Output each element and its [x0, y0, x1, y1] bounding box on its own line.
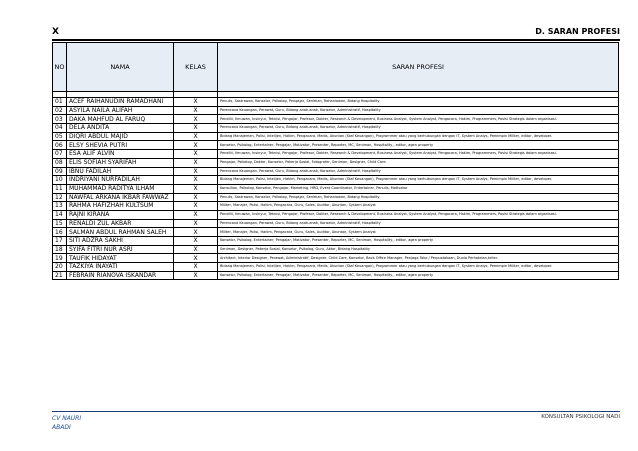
- cell-saran: Penulis, Sastrawan, Konselor, Psikolog, Pengajar, Seniman, Rohaniawan, Bidang Hospitality: [218, 193, 619, 202]
- table-row: [53, 167, 619, 176]
- cell-kelas: X: [174, 202, 218, 211]
- cell-saran: Pengajar, Psikolog, Dokter, Konselor, Pekerja Sosial, Fotografer, Seniman, Designer, Child Care.: [218, 158, 619, 167]
- cell-no: 08: [53, 158, 67, 167]
- cell-kelas: X: [174, 254, 218, 263]
- table-row: [53, 176, 619, 185]
- table-row: [53, 124, 619, 133]
- table-row: [53, 219, 619, 228]
- cell-nama: TAZKIYA INAYATI: [67, 263, 174, 272]
- cell-nama: RAHMA HAFIZHAH KULTSUM: [67, 202, 174, 211]
- column-header-saran: SARAN PROFESI: [218, 43, 619, 92]
- cell-no: 15: [53, 219, 67, 228]
- cell-kelas: X: [174, 245, 218, 254]
- cell-saran: Militer, Manajer, Polisi, Hakim, Pengacara, Guru, Sales, Auditor, Akuntan, System Analyst: [218, 202, 619, 211]
- cell-nama: MUHAMMAD RADITYA ILHAM: [67, 184, 174, 193]
- saran-profesi-table: [52, 42, 619, 280]
- footer-divider: [52, 411, 620, 412]
- cell-no: 11: [53, 184, 67, 193]
- cell-kelas: X: [174, 124, 218, 133]
- cell-no: 20: [53, 263, 67, 272]
- cell-nama: ESA ALIF ALVIN: [67, 150, 174, 159]
- class-label: X: [52, 27, 59, 37]
- cell-no: 17: [53, 237, 67, 246]
- cell-saran: Bidang Manajemen, Polisi, Intelijen, Hakim, Pengacara, Medis, Akuntan (Staf Keuangan), Programmer atau yang berhubungan dengan IT, System Analys, Pemimpin Militer, editor, developer.: [218, 176, 619, 185]
- cell-kelas: X: [174, 106, 218, 115]
- table-row: [53, 271, 619, 280]
- cell-nama: FEBRAIN RIANOVA ISKANDAR: [67, 271, 174, 280]
- column-header-nama: NAMA: [67, 43, 174, 92]
- cell-no: 04: [53, 124, 67, 133]
- company-name-line1: CV NAURI: [52, 415, 82, 422]
- cell-saran: Konsultan, Psikolog, Konselor, Pengajar, Marketing, HRD, Event Coordinator, Entertainer, Penulis, Motivator: [218, 184, 619, 193]
- cell-no: 06: [53, 141, 67, 150]
- cell-kelas: X: [174, 132, 218, 141]
- section-title: D. SARAN PROFESI: [535, 27, 620, 36]
- cell-nama: DELA ANDITA: [67, 124, 174, 133]
- cell-nama: SITI ADZRA SAKHI: [67, 237, 174, 246]
- cell-kelas: X: [174, 237, 218, 246]
- column-header-kelas: KELAS: [174, 43, 218, 92]
- cell-nama: TAUFIK HIDAYAT: [67, 254, 174, 263]
- cell-saran: Perencana Keuangan, Perawat, Guru, Bidang anak-anak, Konselor, Administratif, Hospitality: [218, 124, 619, 133]
- cell-saran: Perencana Keuangan, Perawat, Guru, Bidang anak-anak, Konselor, Administratif, Hospitality: [218, 219, 619, 228]
- cell-no: 21: [53, 271, 67, 280]
- cell-saran: Konselor, Psikolog, Entertainer, Pengajar, Motivator, Presenter, Reporter, MC, Seniman, Hospitality,, editor, agen property: [218, 237, 619, 246]
- table-row: [53, 263, 619, 272]
- column-header-no: NO: [53, 43, 67, 92]
- cell-no: 10: [53, 176, 67, 185]
- cell-saran: Perencana Keuangan, Perawat, Guru, Bidang anak-anak, Konselor, Administratif, Hospitality: [218, 167, 619, 176]
- cell-saran: Peneliti, Ilmuwan, Insinyur, Teknisi, Pengajar, Profesor, Dokter, Research & Development, Business Analyst, System Analyst, Pengacara, Hakim, Programmers, Posisi Strategis dalam organisasi.: [218, 115, 619, 124]
- table-row: [53, 254, 619, 263]
- cell-kelas: X: [174, 210, 218, 219]
- cell-no: 13: [53, 202, 67, 211]
- cell-kelas: X: [174, 167, 218, 176]
- cell-no: 01: [53, 98, 67, 107]
- table-row: [53, 245, 619, 254]
- cell-no: 03: [53, 115, 67, 124]
- table-row: [53, 115, 619, 124]
- cell-kelas: X: [174, 141, 218, 150]
- cell-no: 07: [53, 150, 67, 159]
- cell-nama: INDRIYANI NURFADILAH: [67, 176, 174, 185]
- cell-saran: Perencana Keuangan, Perawat, Guru, Bidang anak-anak, Konselor, Administratif, Hospitality: [218, 106, 619, 115]
- cell-kelas: X: [174, 193, 218, 202]
- table-row: [53, 210, 619, 219]
- cell-kelas: X: [174, 158, 218, 167]
- cell-no: 16: [53, 228, 67, 237]
- table-row: [53, 228, 619, 237]
- table-row: [53, 141, 619, 150]
- table-row: [53, 150, 619, 159]
- table-row: [53, 132, 619, 141]
- cell-nama: NAWFAL ARKANA IKBAR FAWWAZ: [67, 193, 174, 202]
- cell-kelas: X: [174, 271, 218, 280]
- cell-no: 18: [53, 245, 67, 254]
- table-header-row: [53, 43, 619, 92]
- cell-nama: DAKA MAHFUD AL FARUQ: [67, 115, 174, 124]
- table-row: [53, 193, 619, 202]
- cell-no: 05: [53, 132, 67, 141]
- cell-kelas: X: [174, 263, 218, 272]
- header-divider: [52, 39, 620, 41]
- cell-nama: ASYILA NAILA ALIFAH: [67, 106, 174, 115]
- footer-brand: KONSULTAN PSIKOLOGI NADI: [541, 414, 620, 420]
- company-name-line2: ABADI: [52, 424, 71, 431]
- table-body: [53, 92, 619, 280]
- cell-kelas: X: [174, 98, 218, 107]
- cell-saran: Konselor, Psikolog, Entertainer, Pengajar, Motivator, Presenter, Reporter, MC, Seniman, Hospitality,, editor, agen property: [218, 271, 619, 280]
- table-row: [53, 98, 619, 107]
- cell-nama: ELSY SHEVIA PUTRI: [67, 141, 174, 150]
- table-row: [53, 158, 619, 167]
- cell-saran: Penulis, Sastrawan, Konselor, Psikolog, Pengajar, Seniman, Rohaniawan, Bidang Hospitality: [218, 98, 619, 107]
- cell-kelas: X: [174, 228, 218, 237]
- cell-nama: DIQRI ABDUL MAJID: [67, 132, 174, 141]
- cell-kelas: X: [174, 184, 218, 193]
- table-row: [53, 237, 619, 246]
- cell-saran: Militer, Manajer, Polisi, Hakim, Pengacara, Guru, Sales, Auditor, Akuntan, System Analyst: [218, 228, 619, 237]
- cell-saran: Peneliti, Ilmuwan, Insinyur, Teknisi, Pengajar, Profesor, Dokter, Research & Development, Business Analyst, System Analyst, Pengacara, Hakim, Programmers, Posisi Strategis dalam organisasi.: [218, 210, 619, 219]
- cell-nama: RAJNI KIRANA: [67, 210, 174, 219]
- cell-nama: SYIFA FITRI NUR ASRI: [67, 245, 174, 254]
- cell-saran: Konselor, Psikolog, Entertainer, Pengajar, Motivator, Presenter, Reporter, MC, Seniman, Hospitality,, editor, agen property: [218, 141, 619, 150]
- cell-no: 12: [53, 193, 67, 202]
- cell-kelas: X: [174, 115, 218, 124]
- cell-saran: Architect, Interior Designer, Perawat, Administratif, Designer, Child Care, Konselor, Back Office Manager, Penjaga Toko / Perpustakaan, Dunia Perhotelan,teller.: [218, 254, 619, 263]
- cell-kelas: X: [174, 219, 218, 228]
- cell-nama: IBNU FADILAH: [67, 167, 174, 176]
- cell-saran: Bidang Manajemen, Polisi, Intelijen, Hakim, Pengacara, Medis, Akuntan (Staf Keuangan), Programmer atau yang berhubungan dengan IT, System Analys, Pemimpin Militer, editor, developer.: [218, 263, 619, 272]
- cell-nama: RENALDI ZUL AKBAR: [67, 219, 174, 228]
- cell-saran: Bidang Manajemen, Polisi, Intelijen, Hakim, Pengacara, Medis, Akuntan (Staf Keuangan), Programmer atau yang berhubungan dengan IT, System Analys, Pemimpin Militer, editor, developer.: [218, 132, 619, 141]
- cell-nama: ACEF RAIHANUDIN RAMADHANI: [67, 98, 174, 107]
- table-row: [53, 184, 619, 193]
- table-row: [53, 106, 619, 115]
- cell-kelas: X: [174, 176, 218, 185]
- cell-nama: SALMAN ABDUL RAHMAN SALEH: [67, 228, 174, 237]
- cell-no: 09: [53, 167, 67, 176]
- cell-saran: Peneliti, Ilmuwan, Insinyur, Teknisi, Pengajar, Profesor, Dokter, Research & Development, Business Analyst, System Analyst, Pengacara, Hakim, Programmers, Posisi Strategis dalam organisasi.: [218, 150, 619, 159]
- cell-no: 02: [53, 106, 67, 115]
- cell-no: 14: [53, 210, 67, 219]
- cell-saran: Seniman, Designer, Pekerja Sosial, Konselor, Psikolog, Guru, Aktor, Bidang Hospitality: [218, 245, 619, 254]
- cell-kelas: X: [174, 150, 218, 159]
- company-name: [52, 414, 81, 432]
- cell-no: 19: [53, 254, 67, 263]
- table-row: [53, 202, 619, 211]
- cell-nama: ELIS SOFIAH SYARIFAH: [67, 158, 174, 167]
